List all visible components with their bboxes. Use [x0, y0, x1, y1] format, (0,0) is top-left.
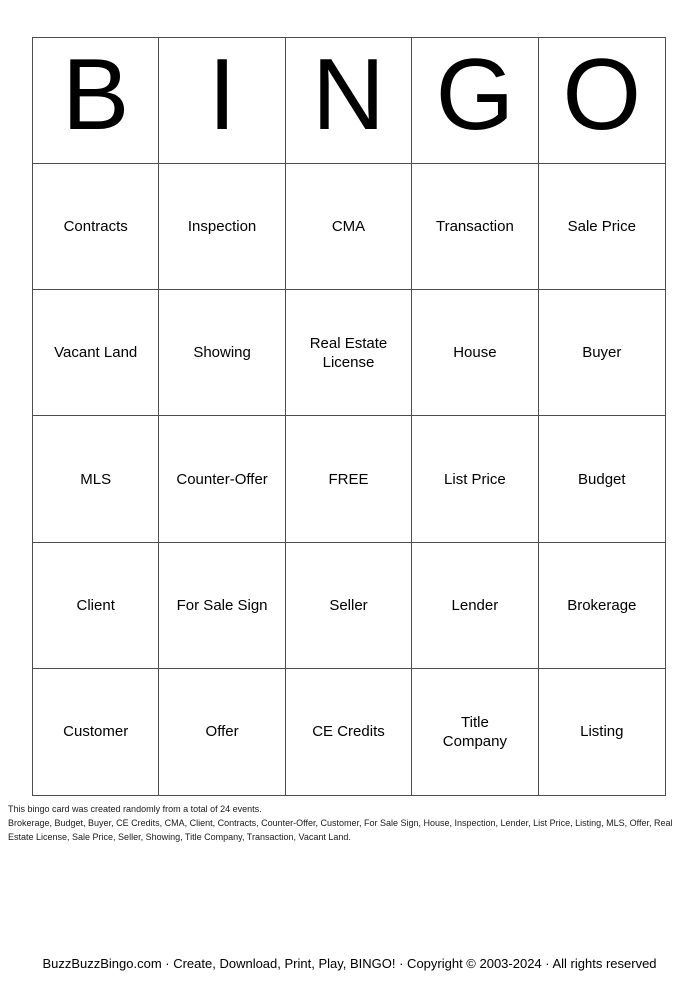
bingo-cell-r4c3	[286, 543, 412, 669]
bingo-cell-r1c2	[159, 164, 285, 290]
bingo-cell-r4c4	[412, 543, 538, 669]
bingo-cell-r3c5	[539, 416, 665, 542]
bingo-cell-label: Budget	[578, 470, 626, 488]
bingo-cell-label: CE Credits	[312, 723, 385, 741]
bingo-header-letter-o	[539, 38, 665, 164]
bingo-header-letter-b	[33, 38, 159, 164]
bingo-cell-label: Offer	[205, 723, 239, 741]
footer-copyright: BuzzBuzzBingo.com · Create, Download, Print, Play, BINGO! · Copyright © 2003-2024 · All rights reserved	[42, 956, 657, 971]
bingo-cell-label: Showing	[193, 344, 251, 362]
bingo-cell-r5c1	[33, 669, 159, 795]
bingo-header-label: I	[208, 39, 237, 152]
bingo-cell-r5c3	[286, 669, 412, 795]
bingo-cell-label: Sale Price	[567, 218, 636, 236]
bingo-cell-r3c4	[412, 416, 538, 542]
bingo-cell-r2c5	[539, 290, 665, 416]
bingo-header-label: N	[312, 39, 385, 152]
bingo-header-letter-g	[412, 38, 538, 164]
fine-print-events-list: Brokerage, Budget, Buyer, CE Credits, CMA, Client, Contracts, Counter-Offer, Customer, For Sale Sign, House, Inspection, Lender, List Price, Listing, MLS, Offer, Real Estate License, Sale Price, Seller, Showing, Title Company, Transaction, Vacant Land.	[8, 818, 673, 842]
bingo-cell-label: MLS	[80, 470, 112, 488]
bingo-cell-label: Contracts	[63, 218, 128, 236]
bingo-cell-label: Client	[76, 596, 115, 614]
bingo-header-label: O	[562, 39, 642, 152]
bingo-cell-r1c4	[412, 164, 538, 290]
bingo-cell-r3c3-free	[286, 416, 412, 542]
bingo-cell-label: Inspection	[187, 218, 257, 236]
bingo-cell-r4c1	[33, 543, 159, 669]
bingo-cell-r2c4	[412, 290, 538, 416]
bingo-cell-r3c2	[159, 416, 285, 542]
bingo-cell-r4c5	[539, 543, 665, 669]
bingo-header-label: B	[62, 39, 130, 152]
bingo-cell-r2c1	[33, 290, 159, 416]
bingo-cell-label: Vacant Land	[54, 344, 138, 362]
bingo-cell-label: FREE	[328, 470, 369, 488]
bingo-cell-r1c3	[286, 164, 412, 290]
bingo-cell-r5c5	[539, 669, 665, 795]
bingo-header-letter-n	[286, 38, 412, 164]
bingo-cell-label: House	[453, 344, 497, 362]
bingo-cell-label: Transaction	[435, 218, 514, 236]
bingo-cell-label: Customer	[63, 723, 129, 741]
bingo-cell-r1c1	[33, 164, 159, 290]
bingo-cell-r5c4	[412, 669, 538, 795]
bingo-cell-r5c2	[159, 669, 285, 795]
bingo-cell-label: Real Estate License	[309, 334, 388, 371]
bingo-header-label: G	[435, 39, 515, 152]
bingo-cell-label: Lender	[451, 596, 499, 614]
bingo-cell-r3c1	[33, 416, 159, 542]
bingo-card-grid	[32, 37, 666, 796]
bingo-cell-label: Listing	[580, 723, 624, 741]
bingo-cell-r2c2	[159, 290, 285, 416]
bingo-cell-label: Seller	[329, 596, 368, 614]
bingo-cell-r4c2	[159, 543, 285, 669]
fine-print	[8, 802, 698, 844]
bingo-header-letter-i	[159, 38, 285, 164]
bingo-cell-label: Counter-Offer	[176, 470, 268, 488]
bingo-cell-r2c3	[286, 290, 412, 416]
bingo-cell-label: Buyer	[582, 344, 622, 362]
fine-print-summary: This bingo card was created randomly from a total of 24 events.	[8, 804, 262, 814]
bingo-cell-label: List Price	[444, 470, 506, 488]
bingo-cell-label: Title Company	[442, 713, 507, 750]
bingo-cell-label: CMA	[331, 218, 366, 236]
bingo-cell-r1c5	[539, 164, 665, 290]
bingo-cell-label: For Sale Sign	[176, 596, 268, 614]
bingo-cell-label: Brokerage	[567, 596, 637, 614]
